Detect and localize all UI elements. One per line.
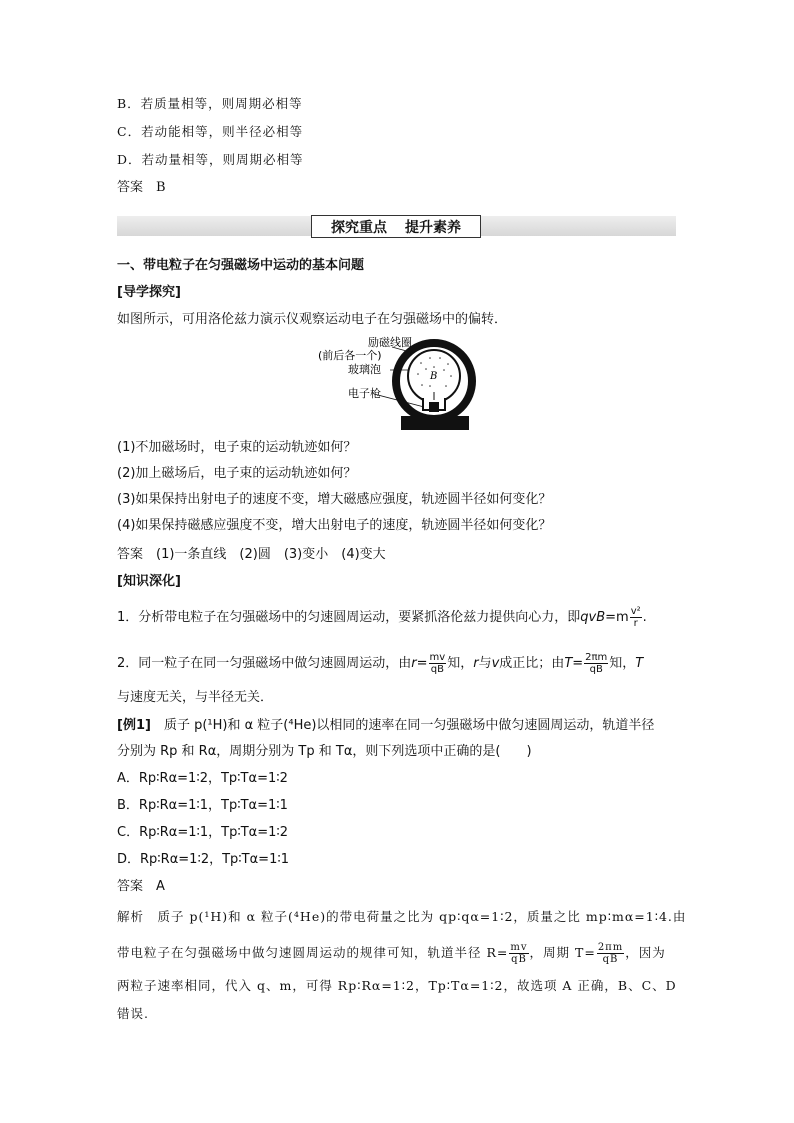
label-gun: 电子枪 <box>348 387 381 400</box>
example-line-2: 分别为 Rp 和 Rα，周期分别为 Tp 和 Tα，则下列选项中正确的是( ) <box>117 744 532 759</box>
stand-base <box>401 416 469 430</box>
choice-b: B．Rp∶Rα=1∶1，Tp∶Tα=1∶1 <box>117 798 288 813</box>
answer-top: 答案 B <box>117 180 166 195</box>
field-symbol: B <box>430 371 438 382</box>
example-line-1: [例1] 质子 p(¹H)和 α 粒子(⁴He)以相同的速率在同一匀强磁场中做匀速圆周运动，轨道半径 <box>117 718 655 733</box>
choice-a: A．Rp∶Rα=1∶2，Tp∶Tα=1∶2 <box>117 771 288 786</box>
question-4: (4)如果保持磁感应强度不变，增大出射电子的速度，轨迹圆半径如何变化？ <box>117 518 552 533</box>
question-3: (3)如果保持出射电子的速度不变，增大磁感应强度，轨迹圆半径如何变化？ <box>117 492 552 507</box>
point-2: 2．同一粒子在同一匀强磁场中做匀速圆周运动，由r= $\frac{mv}{qB}$ 知，r与v成正比；由T= $\frac{2\pi m}{qB}$ 知，T <box>117 652 644 675</box>
banner-right: 提升素养 <box>405 219 461 236</box>
section-banner <box>311 215 481 238</box>
guide-text: 如图所示，可用洛伦兹力演示仪观察运动电子在匀强磁场中的偏转． <box>117 312 508 327</box>
analysis-line-4: 错误. <box>117 1006 149 1021</box>
analysis-line-3: 两粒子速率相同，代入 q、m，可得 Rp∶Rα=1∶2，Tp∶Tα=1∶2，故选项 A 正确，B、C、D <box>117 978 677 993</box>
question-2: (2)加上磁场后，电子束的运动轨迹如何？ <box>117 466 357 481</box>
guide-label: [导学探究] <box>117 285 181 300</box>
choice-b-top: B．若质量相等，则周期必相等 <box>117 96 303 111</box>
label-bulb: 玻璃泡 <box>348 363 381 376</box>
question-1: (1)不加磁场时，电子束的运动轨迹如何？ <box>117 440 357 455</box>
point-1: 1．分析带电粒子在匀强磁场中的匀速圆周运动，要紧抓洛伦兹力提供向心力，即qvB=m $\frac{\text{v²}}{r}$ . <box>117 606 647 629</box>
answer-guide: 答案 (1)一条直线 (2)圆 (3)变小 (4)变大 <box>117 547 386 562</box>
deepen-label: [知识深化] <box>117 574 181 589</box>
answer-example: 答案 A <box>117 879 165 894</box>
label-coil-1: 励磁线圈 <box>368 336 412 349</box>
choice-d: D．Rp∶Rα=1∶2，Tp∶Tα=1∶1 <box>117 852 290 867</box>
section-title: 一、带电粒子在匀强磁场中运动的基本问题 <box>117 258 365 273</box>
choice-d-top: D．若动量相等，则周期必相等 <box>117 152 304 167</box>
lorentz-demo-figure <box>318 336 488 436</box>
banner-left: 探究重点 <box>331 219 387 236</box>
label-coil-2: (前后各一个) <box>318 349 382 362</box>
electron-gun <box>429 402 439 412</box>
choice-c-top: C．若动能相等，则半径必相等 <box>117 124 304 139</box>
point-2-cont: 与速度无关，与半径无关． <box>117 690 274 705</box>
analysis-line-2: 带电粒子在匀强磁场中做匀速圆周运动的规律可知，轨道半径 R= $\frac{mv}{qB}$ ，周期 T= $\frac{2\pi m}{qB}$ ，因为 <box>117 942 666 965</box>
lorentz-demo-illustration <box>318 336 488 436</box>
choice-c: C．Rp∶Rα=1∶1，Tp∶Tα=1∶2 <box>117 825 289 840</box>
analysis-line-1: 解析 质子 p(¹H)和 α 粒子(⁴He)的带电荷量之比为 qp∶qα=1∶2，质量之比 mp∶mα=1∶4.由 <box>117 909 687 924</box>
